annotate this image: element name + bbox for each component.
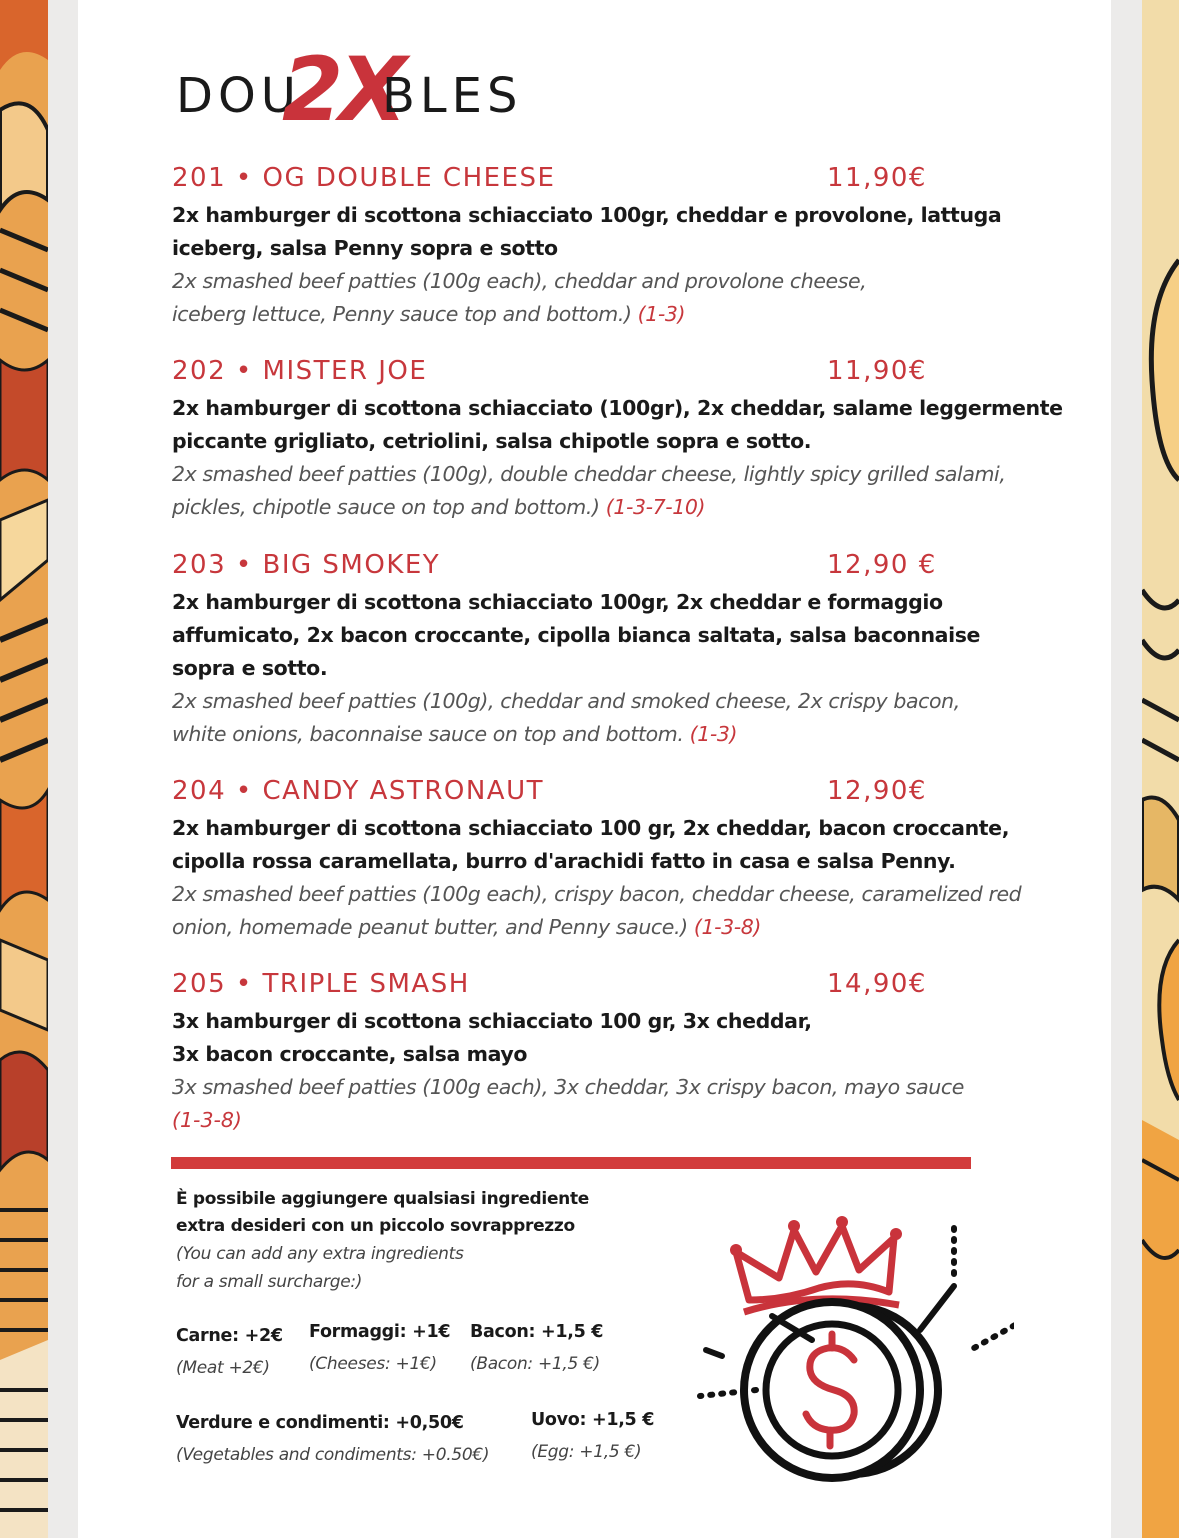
item-description-en-line bbox=[172, 718, 1032, 751]
item-header bbox=[172, 356, 1032, 392]
extra-cheese-it: Formaggi: +1€ bbox=[309, 1322, 451, 1342]
item-description-en-line bbox=[172, 298, 1032, 331]
extra-meat bbox=[176, 1321, 283, 1385]
extra-vegetables-it: Verdure e condimenti: +0,50€ bbox=[176, 1413, 464, 1433]
extra-vegetables-en: (Vegetables and condiments: +0.50€) bbox=[176, 1445, 490, 1465]
item-name: OG DOUBLE CHEESE bbox=[262, 163, 556, 193]
item-description-en: 2x smashed beef patties (100g each), cheddar and provolone cheese, bbox=[172, 269, 867, 293]
item-price: 12,90€ bbox=[827, 776, 927, 806]
item-description-it: piccante grigliato, cetriolini, salsa chipotle sopra e sotto. bbox=[172, 429, 812, 453]
item-number: 201 bbox=[172, 163, 227, 193]
item-number: 203 bbox=[172, 550, 227, 580]
item-name: MISTER JOE bbox=[262, 356, 428, 386]
menu-page bbox=[78, 0, 1111, 1538]
item-description-it: 3x bacon croccante, salsa mayo bbox=[172, 1042, 528, 1066]
menu-item bbox=[172, 550, 1032, 751]
item-header bbox=[172, 969, 1032, 1005]
item-allergens: (1-3) bbox=[637, 302, 686, 326]
item-price: 11,90€ bbox=[827, 356, 927, 386]
title-overlay-2x: 2X bbox=[282, 38, 404, 141]
extras-intro bbox=[176, 1186, 596, 1296]
item-separator: • bbox=[226, 163, 263, 193]
extras-intro-it: È possibile aggiungere qualsiasi ingrediente bbox=[176, 1189, 590, 1209]
item-price: 12,90 € bbox=[827, 550, 937, 580]
item-description-en: 2x smashed beef patties (100g each), crispy bacon, cheddar cheese, caramelized red bbox=[172, 882, 1022, 906]
item-price: 11,90€ bbox=[827, 163, 927, 193]
item-separator: • bbox=[226, 969, 263, 999]
item-description-it: sopra e sotto. bbox=[172, 656, 328, 680]
item-number: 205 bbox=[172, 969, 227, 999]
item-description-en: 3x smashed beef patties (100g each), 3x cheddar, 3x crispy bacon, mayo sauce bbox=[172, 1075, 964, 1099]
extra-vegetables bbox=[176, 1408, 489, 1472]
item-allergens: (1-3-7-10) bbox=[605, 495, 706, 519]
item-description-en: iceberg lettuce, Penny sauce top and bottom.) bbox=[172, 302, 632, 326]
item-description-en: onion, homemade peanut butter, and Penny sauce.) bbox=[172, 915, 688, 939]
extras-intro-en: for a small surcharge:) bbox=[176, 1272, 363, 1292]
item-description-it: 3x hamburger di scottona schiacciato 100 gr, 3x cheddar, bbox=[172, 1009, 812, 1033]
right-border-artwork bbox=[1142, 0, 1179, 1538]
item-description-it: 2x hamburger di scottona schiacciato 100 gr, 2x cheddar, bacon croccante, bbox=[172, 816, 1010, 840]
item-description-en: 2x smashed beef patties (100g), double cheddar cheese, lightly spicy grilled salami, bbox=[172, 462, 1006, 486]
item-name: CANDY ASTRONAUT bbox=[262, 776, 544, 806]
extras-intro-en: (You can add any extra ingredients bbox=[176, 1244, 464, 1264]
item-description-it: cipolla rossa caramellata, burro d'arachidi fatto in casa e salsa Penny. bbox=[172, 849, 956, 873]
menu-item bbox=[172, 776, 1032, 944]
right-margin bbox=[1111, 0, 1142, 1538]
extra-bacon-en: (Bacon: +1,5 €) bbox=[470, 1354, 600, 1374]
item-price: 14,90€ bbox=[827, 969, 927, 999]
item-description-en-line bbox=[172, 911, 1032, 944]
extra-cheese bbox=[309, 1317, 450, 1381]
extra-bacon bbox=[470, 1317, 603, 1381]
item-description-it: affumicato, 2x bacon croccante, cipolla bianca saltata, salsa baconnaise bbox=[172, 623, 981, 647]
section-title bbox=[176, 38, 576, 148]
extra-cheese-en: (Cheeses: +1€) bbox=[309, 1354, 437, 1374]
item-description-it: 2x hamburger di scottona schiacciato 100gr, 2x cheddar e formaggio bbox=[172, 590, 943, 614]
title-part-2: BLES bbox=[382, 68, 523, 124]
item-separator: • bbox=[226, 776, 263, 806]
item-allergens: (1-3) bbox=[689, 722, 738, 746]
menu-item bbox=[172, 969, 1032, 1137]
item-name: TRIPLE SMASH bbox=[262, 969, 470, 999]
item-allergens: (1-3-8) bbox=[172, 1108, 242, 1132]
item-separator: • bbox=[226, 550, 263, 580]
menu-item bbox=[172, 163, 1032, 331]
item-name: BIG SMOKEY bbox=[262, 550, 441, 580]
item-description-it: 2x hamburger di scottona schiacciato (100gr), 2x cheddar, salame leggermente bbox=[172, 396, 1063, 420]
left-margin bbox=[48, 0, 78, 1538]
extras-intro-it: extra desideri con un piccolo sovrapprezzo bbox=[176, 1216, 575, 1236]
item-description-it: iceberg, salsa Penny sopra e sotto bbox=[172, 236, 558, 260]
crowned-dollar-coin-icon bbox=[684, 1200, 1014, 1490]
menu-item bbox=[172, 356, 1063, 524]
item-number: 202 bbox=[172, 356, 227, 386]
item-description-en: 2x smashed beef patties (100g), cheddar and smoked cheese, 2x crispy bacon, bbox=[172, 689, 960, 713]
item-description-en: white onions, baconnaise sauce on top and bottom. bbox=[172, 722, 684, 746]
title-part-1: DOU bbox=[176, 68, 301, 124]
item-description-en-line bbox=[172, 491, 1032, 524]
extra-egg-it: Uovo: +1,5 € bbox=[531, 1410, 655, 1430]
extra-egg bbox=[531, 1405, 654, 1469]
extra-meat-it: Carne: +2€ bbox=[176, 1326, 283, 1346]
extra-egg-en: (Egg: +1,5 €) bbox=[531, 1442, 642, 1462]
item-allergens: (1-3-8) bbox=[693, 915, 761, 939]
item-description-it: 2x hamburger di scottona schiacciato 100gr, cheddar e provolone, lattuga bbox=[172, 203, 1002, 227]
item-separator: • bbox=[226, 356, 263, 386]
divider-rule bbox=[171, 1157, 971, 1169]
extra-bacon-it: Bacon: +1,5 € bbox=[470, 1322, 604, 1342]
item-header bbox=[172, 163, 1032, 199]
item-header bbox=[172, 550, 1032, 586]
left-border-artwork bbox=[0, 0, 48, 1538]
item-description-en: pickles, chipotle sauce on top and bottom.) bbox=[172, 495, 600, 519]
extra-meat-en: (Meat +2€) bbox=[176, 1358, 270, 1378]
item-header bbox=[172, 776, 1032, 812]
item-number: 204 bbox=[172, 776, 227, 806]
